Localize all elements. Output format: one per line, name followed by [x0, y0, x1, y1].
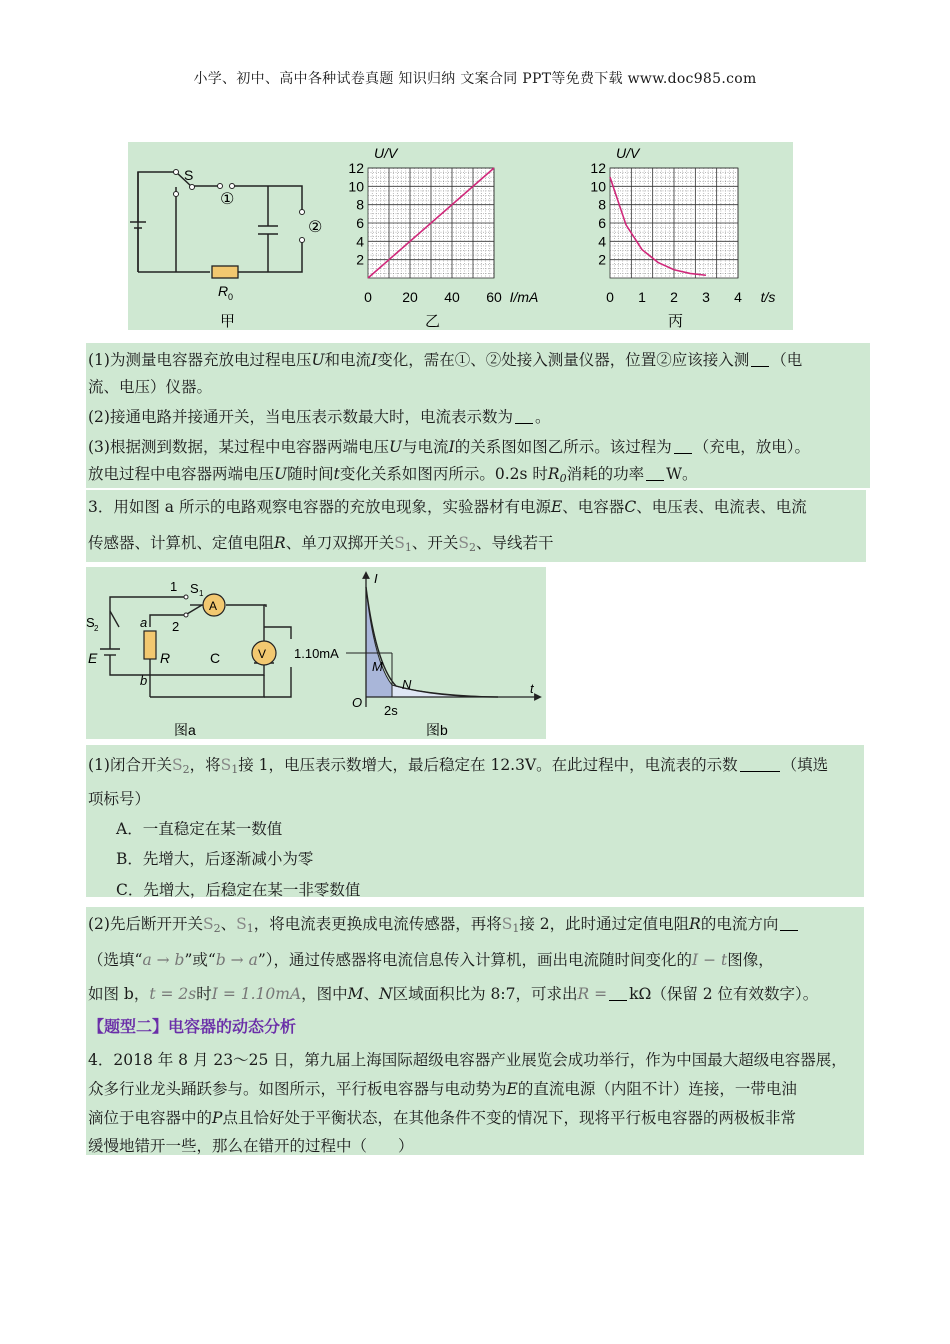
chart-yi-y-tick-label: 2 — [356, 251, 364, 268]
chart-yi-caption: 乙 — [425, 313, 441, 330]
switch-s2-sub: 2 — [94, 624, 99, 633]
chart-yi-y-tick-label: 6 — [356, 215, 364, 231]
region-n-label: N — [402, 677, 412, 692]
q3-part2-line1: (2)先后断开开关$S_2$、$S_1$，将电流表更换成电流传感器，再将$S_1$接 2，此时通过定值电阻R的电流方向 — [88, 914, 800, 939]
q3-part1-line2: 项标号） — [88, 790, 151, 808]
caption-fig-a: 图a — [174, 722, 196, 738]
origin-label: O — [352, 695, 363, 710]
chart-bing-x-tick-label: 1 — [638, 289, 646, 305]
caption-jia: 甲 — [220, 313, 236, 330]
option-b: B．先增大，后逐渐减小为零 — [116, 850, 314, 868]
chart-bing-x-tick-label: 2 — [670, 289, 678, 305]
q2-part2: (2)接通电路并接通开关，当电压表示数最大时，电流表示数为 。 — [88, 408, 551, 426]
caption-fig-b: 图b — [426, 722, 448, 738]
chart-bing-x-tick-label: 4 — [734, 289, 742, 305]
resistor-r-label: R — [160, 650, 171, 666]
chart-bing-x-axis-label: t/s — [760, 289, 776, 305]
switch-s1-sub: 1 — [199, 589, 204, 598]
chart-yi-x-tick-label: 40 — [444, 289, 460, 305]
chart-bing-y-axis-label: U/V — [616, 145, 640, 161]
q3-part1-line1: (1)闭合开关$S_2$，将$S_1$接 1，电压表示数增大，最后稳定在 12.3V。在此过程中，电流表的示数 （填选 — [88, 756, 829, 776]
answer-blank-3[interactable] — [674, 439, 692, 454]
q3-line2: 传感器、计算机、定值电阻R、单刀双掷开关$S_1$、开关$S_2$、导线若干 — [88, 534, 554, 554]
chart-yi — [340, 142, 570, 330]
q2-part1-line2: 流、电压）仪器。 — [88, 378, 213, 396]
q2-part3-line2: 放电过程中电容器两端电压U随时间t变化关系如图丙所示。0.2s 时$R_0$消耗的功率 W。 — [88, 465, 698, 485]
point2-label: ② — [308, 219, 323, 236]
terminal-2-label: 2 — [172, 619, 180, 634]
chart-yi-y-tick-label: 4 — [356, 233, 364, 250]
circuit-diagram-jia — [128, 142, 338, 330]
source-e-label: E — [88, 650, 98, 666]
page-header: 小学、初中、高中各种试卷真题 知识归纳 文案合同 PPT等免费下载 www.doc985.com — [193, 71, 757, 87]
chart-bing-y-tick-label: 4 — [598, 233, 606, 250]
section-heading: 【题型二】电容器的动态分析 — [88, 1017, 297, 1036]
terminal-1-label: 1 — [170, 579, 178, 594]
chart-yi-x-tick-label: 60 — [486, 289, 502, 305]
chart-yi-y-tick-label: 10 — [348, 178, 364, 195]
region-m-label: M — [372, 659, 383, 674]
chart-bing-x-tick-label: 3 — [702, 289, 710, 305]
chart-bing-y-tick-label: 8 — [598, 196, 606, 213]
answer-blank-2[interactable] — [515, 409, 533, 424]
chart-yi-y-tick-label: 8 — [356, 196, 364, 213]
answer-blank-7[interactable] — [609, 986, 627, 1001]
resistor-label: R — [218, 283, 229, 299]
q2-part1-line1: (1)为测量电容器充放电过程电压U和电流I变化，需在①、②处接入测量仪器，位置②应该接入测 （电 — [88, 351, 803, 369]
current-marker-label: 1.10mA — [294, 646, 339, 661]
node-b-label: b — [140, 673, 148, 688]
chart-bing — [578, 142, 792, 330]
axis-i-label: I — [374, 571, 378, 586]
switch-s2-label: S — [86, 615, 95, 630]
q3-line1: 3．用如图 a 所示的电路观察电容器的充放电现象，实验器材有电源E、电容器C、电压表、电流表、电流 — [88, 498, 807, 516]
q4-line3: 滴位于电容器中的P点且恰好处于平衡状态，在其他条件不变的情况下，现将平行板电容器的两极板非常 — [88, 1109, 796, 1127]
time-marker-label: 2s — [384, 703, 398, 718]
q3-part2-line3: 如图 b，t = 2s时I = 1.10mA，图中M、N区域面积比为 8:7，可求出R = kΩ（保留 2 位有效数字）。 — [88, 985, 819, 1003]
chart-yi-x-tick-label: 20 — [402, 289, 418, 305]
q4-line2: 众多行业龙头踊跃参与。如图所示，平行板电容器与电动势为E的直流电源（内阻不计）连接，一带电油 — [88, 1080, 797, 1098]
chart-bing-y-tick-label: 6 — [598, 215, 606, 231]
answer-blank-4[interactable] — [646, 466, 664, 481]
axis-t-label: t — [530, 681, 534, 696]
answer-blank-6[interactable] — [780, 916, 798, 931]
resistor-sub: 0 — [228, 292, 234, 302]
option-a: A．一直稳定在某一数值 — [116, 820, 283, 838]
chart-bing-y-tick-label: 10 — [590, 178, 606, 195]
chart-bing-x-tick-label: 0 — [606, 289, 614, 305]
q4-line4: 缓慢地错开一些，那么在错开的过程中（ ） — [88, 1137, 414, 1155]
answer-blank-5[interactable] — [740, 757, 780, 772]
voltmeter-symbol: V — [258, 647, 267, 661]
chart-yi-x-tick-label: 0 — [364, 289, 372, 305]
option-c: C．先增大，后稳定在某一非零数值 — [116, 881, 361, 899]
chart-bing-caption: 丙 — [668, 313, 684, 330]
chart-yi-y-tick-label: 12 — [348, 160, 364, 176]
chart-yi-x-axis-label: I/mA — [509, 289, 539, 305]
q4-line1: 4．2018 年 8 月 23～25 日，第九届上海国际超级电容器产业展览会成功举行，作为中国最大超级电容器展， — [88, 1051, 847, 1069]
chart-bing-y-tick-label: 12 — [590, 160, 606, 176]
current-time-graph-b — [286, 567, 546, 739]
answer-blank-1[interactable] — [751, 352, 769, 367]
node-a-label: a — [140, 615, 148, 630]
point1-label: ① — [220, 191, 235, 208]
q2-part3-line1: (3)根据测到数据，某过程中电容器两端电压U与电流I的关系图如图乙所示。该过程为 （充电，放电）。 — [88, 438, 810, 456]
q3-part2-line2: （选填“a → b”或“b → a”），通过传感器将电流信息传入计算机，画出电流随时间变化的I − t图像， — [88, 951, 774, 969]
ammeter-symbol: A — [209, 599, 218, 613]
capacitor-c-label: C — [210, 650, 221, 666]
switch-s1-label: S — [190, 581, 199, 596]
switch-label: S — [184, 167, 194, 183]
chart-yi-y-axis-label: U/V — [374, 145, 398, 161]
chart-bing-y-tick-label: 2 — [598, 251, 606, 268]
